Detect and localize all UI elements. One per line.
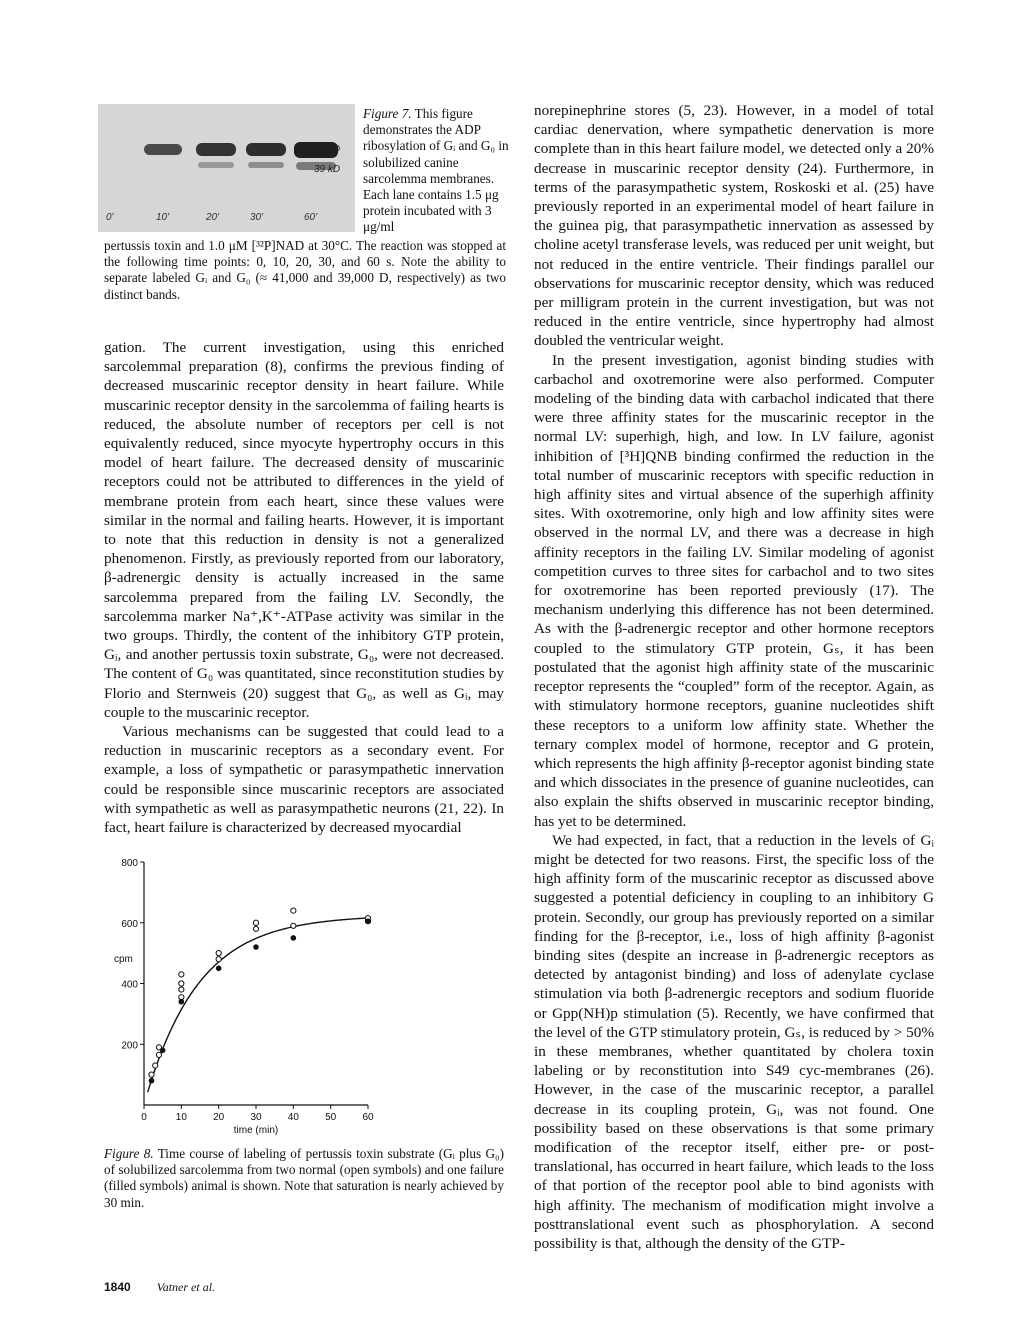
lane-label: 60' bbox=[304, 212, 318, 223]
gel-band bbox=[196, 143, 236, 156]
data-point-filled bbox=[291, 935, 297, 941]
figure8-caption bbox=[104, 1146, 504, 1211]
figure7-caption-side bbox=[363, 106, 511, 236]
data-point-filled bbox=[253, 944, 259, 950]
lane-label: 10' bbox=[156, 212, 170, 223]
right-column bbox=[534, 101, 934, 1253]
data-point-filled bbox=[160, 1048, 166, 1054]
running-author: Vatner et al. bbox=[156, 1280, 216, 1294]
figure7-caption-body: pertussis toxin and 1.0 μM [³²P]NAD at 30°C. The reaction was stopped at the following time points: 0, 10, 20, 30, and 60 s. Note the ability to separate labeled Gᵢ and G₀ (≈ 41,000 and 39,000 D, respectively) as two distinct bands. bbox=[104, 238, 506, 302]
x-tick-label: 20 bbox=[213, 1112, 225, 1123]
right-paragraph-3: We had expected, in fact, that a reduction in the levels of Gᵢ might be detected for two reasons. First, the specific loss of the high affinity form of the muscarinic receptor as discussed above suggested a potential deficiency in coupling to an inhibitory G protein. Secondly, our group has previously reported on a similar finding for the β-receptor, i.e., loss of high affinity β-agonist binding sites (despite an increase in β-adrenergic receptors as detected by antagonist binding) and loss of adenylate cyclase stimulation via both β-adrenergic receptors and sodium fluoride or Gpp(NH)p stimulation (5). Recently, we have confirmed that the level of the GTP stimulatory protein, Gₛ, is reduced by > 50% in these membranes, whether quantitated by cholera toxin labeling or by reconstitution into S49 cyc-membranes (26). However, in the case of the muscarinic receptor, a parallel decrease in its coupling protein, Gᵢ, was not found. One possibility based on these observations is that some primary modification of the receptor itself, either pre- or post-translational, has occurred in heart failure, which leads to the loss of that portion of the receptor pool able to bind agonists with high affinity. The mechanism of modification might involve a posttranslational event such as phosphorylation. A second possibility is that, although the density of the GTP- bbox=[534, 831, 934, 1252]
x-axis-label: time (min) bbox=[233, 1125, 279, 1136]
data-point-filled bbox=[216, 966, 222, 972]
band-label-39kd: 39 kD bbox=[314, 164, 341, 175]
data-point-open bbox=[216, 951, 221, 956]
y-tick-label: 600 bbox=[121, 918, 138, 930]
figure8-caption-text: Time course of labeling of pertussis toxin substrate (Gᵢ plus G₀) of solubilized sarcolemma from two normal (open symbols) and one failure (filled symbols) animal is shown. Note that saturation is nearly achieved by 30 min. bbox=[104, 1146, 504, 1210]
figure7-caption-label: Figure 7. bbox=[363, 106, 412, 121]
data-point-open bbox=[291, 923, 296, 928]
right-paragraph-2: In the present investigation, agonist binding studies with carbachol and oxotremorine were also performed. Computer modeling of the binding data with carbachol indicated that there were three affinity states for the muscarinic receptor in the normal LV: superhigh, high, and low. In LV failure, agonist inhibition of [³H]QNB binding confirmed the reduction in the total number of muscarinic receptors with specific reduction in high affinity sites and virtual absence of the superhigh affinity sites. With oxotremorine, only high and low affinity sites were observed in the normal LV, and there was a decrease in high affinity receptors in the failing LV. Similar modeling of agonist competition curves to three sites for carbachol and to two sites for oxotremorine has been reported previously (17). The mechanism underlying this difference has not been determined. As with the β-adrenergic receptor and other hormone receptors coupled to the stimulatory GTP protein, Gₛ, it has been postulated that the agonist high affinity state of the muscarinic receptor represents the “coupled” form of the receptor. Again, as with stimulatory hormone receptors, guanine nucleotides shift these receptors to a uniform low affinity state. Whether the ternary complex model of hormone, receptor and G protein, which represents the high affinity β-receptor agonist binding state and which dissociates in the presence of guanine nucleotides, can also explain the shifts observed in muscarinic receptor binding, has yet to be determined. bbox=[534, 351, 934, 830]
data-point-open bbox=[149, 1072, 154, 1077]
page-number: 1840 bbox=[104, 1280, 131, 1294]
figure7-gel-image bbox=[98, 104, 355, 232]
y-tick-label: 800 bbox=[121, 858, 138, 869]
data-point-filled bbox=[179, 999, 185, 1005]
gel-band bbox=[246, 143, 286, 156]
page-footer bbox=[104, 1278, 215, 1296]
left-paragraph-2: Various mechanisms can be suggested that could lead to a reduction in muscarinic receptors as a secondary event. For example, a loss of sympathetic or parasympathetic innervation could be responsible since muscarinic receptors are associated with sympathetic as well as parasympathetic neurons (21, 22). In fact, heart failure is characterized by decreased myocardial bbox=[104, 723, 504, 837]
gel-band-lower bbox=[248, 162, 284, 168]
data-point-open bbox=[253, 920, 258, 925]
lane-label: 20' bbox=[206, 212, 220, 223]
gel-band bbox=[144, 144, 182, 155]
lane-label: 30' bbox=[250, 212, 264, 223]
figure7-caption-side-text: This figure demonstrates the ADP ribosylation of Gᵢ and G₀ in solubilized canine sarcolemma membranes. Each lane contains 1.5 μg protein incubated with 3 μg/ml bbox=[363, 106, 509, 235]
x-tick-label: 30 bbox=[250, 1112, 262, 1123]
left-column bbox=[104, 338, 504, 837]
x-tick-label: 10 bbox=[175, 1112, 187, 1123]
x-tick-label: 0 bbox=[141, 1112, 147, 1123]
data-point-open bbox=[179, 987, 184, 992]
data-point-filled bbox=[365, 918, 371, 924]
x-tick-label: 60 bbox=[362, 1112, 374, 1123]
gel-band-lower bbox=[198, 162, 234, 168]
data-point-open bbox=[156, 1052, 161, 1057]
y-tick-label: 400 bbox=[121, 979, 138, 991]
x-tick-label: 40 bbox=[287, 1112, 299, 1123]
figure8-chart bbox=[104, 850, 386, 1140]
data-point-open bbox=[179, 972, 184, 977]
lane-label: 0' bbox=[106, 212, 114, 223]
right-paragraph-1: norepinephrine stores (5, 23). However, in a model of total cardiac denervation, where sympathetic denervation is more complete than in this heart failure model, we detected only a 20% decrease in muscarinic receptor density (24). Furthermore, in terms of the parasympathetic system, Roskoski et al. (25) have previously reported in an experimental model of heart failure in the guinea pig, that parasympathetic innervation as assessed by choline acetyl transferase levels, was reduced per unit weight, but not reduced in the entire ventricle. Their findings parallel our observations for muscarinic receptor density, which was reduced per milligram protein in the current investigation, but was not reduced in the entire ventricle, since hypertrophy had almost doubled the ventricular weight. bbox=[534, 102, 934, 350]
figure8-caption-label: Figure 8. bbox=[104, 1146, 154, 1161]
data-point-open bbox=[216, 957, 221, 962]
y-axis-label: cpm bbox=[114, 954, 133, 966]
data-point-open bbox=[179, 981, 184, 986]
data-point-open bbox=[153, 1063, 158, 1068]
band-label-41kd: 41 kD bbox=[314, 144, 341, 155]
data-point-open bbox=[253, 926, 258, 931]
data-point-open bbox=[291, 908, 296, 913]
data-point-filled bbox=[149, 1078, 155, 1084]
left-paragraph-1: gation. The current investigation, using this enriched sarcolemmal preparation (8), confirms the previous finding of decreased muscarinic receptor density in heart failure. While muscarinic receptor density in the sarcolemma of failing hearts is reduced, the absolute number of receptors per cell is not equivalently reduced, since myocyte hypertrophy occurs in this model of heart failure. The decreased density of muscarinic receptors could not be attributed to differences in the yield of membrane protein from each heart, since these values were similar in the normal and failing hearts. However, it is important to note that this reduction in density is not a generalized phenomenon. Firstly, as previously reported from our laboratory, β-adrenergic density is actually increased in the same sarcolemma prepared from the failing LV. Secondly, the sarcolemma marker Na⁺,K⁺-ATPase activity was similar in the two groups. Thirdly, the content of the inhibitory GTP protein, Gᵢ, and another pertussis toxin substrate, G₀, were not decreased. The content of G₀ was quantitated, since reconstitution studies by Florio and Sternweis (20) suggest that G₀, as well as Gᵢ, may couple to the muscarinic receptor. bbox=[104, 339, 504, 721]
fit-curve bbox=[148, 918, 368, 1092]
x-tick-label: 50 bbox=[325, 1112, 337, 1123]
y-tick-label: 200 bbox=[121, 1040, 138, 1052]
